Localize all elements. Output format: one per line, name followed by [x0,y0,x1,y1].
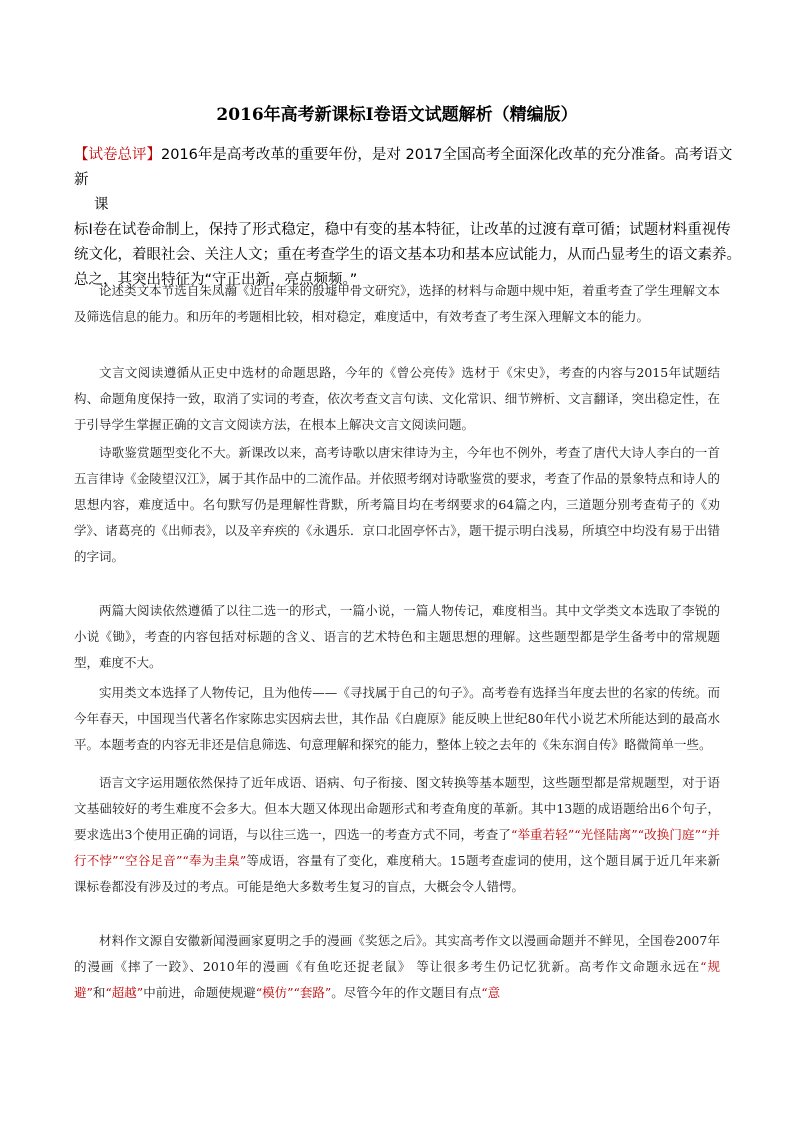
paragraph-classical-chinese: 文言文阅读遵循从正史中选材的命题思路，今年的《曾公亮传》选材于《宋史》，考查的内容与2015年试题结构、命题角度保持一致，取消了实词的考查，依次考查文言句读、文化常识、细节辨析、文言翻译，突出稳定性，在于引导学生掌握正确的文言文阅读方法，在根本上解决文言文阅读问题。 [74,365,720,432]
paragraph-language-use [74,770,720,900]
summary-line-1: 2016年是高考改革的重要年份，是对 2017全国高考全面深化改革的充分准备。高考语文新 [74,147,733,188]
paragraph-composition [74,928,720,1006]
summary-tag: 【试卷总评】 [74,147,161,163]
keyword-surpass: “超越” [105,985,144,1000]
summary-line-2: 课 [94,197,109,213]
composition-text-b: 和 [92,985,106,1000]
composition-text-c: 中前进，命题使规避 [143,985,256,1000]
paragraph-poetry: 诗歌鉴赏题型变化不大。新课改以来，高考诗歌以唐宋律诗为主，今年也不例外，考查了唐代大诗人李白的一首五言律诗《金陵望汉江》，属于其作品中的二流作品。并依照考纲对诗歌鉴赏的要求，考查了作品的景象特点和诗人的思想内容，难度适中。名句默写仍是理解性背默，所考篇目均在考纲要求的64篇之内，三道题分别考查荀子的《劝学》、诸葛亮的《出师表》，以及辛弃疾的《永遇乐．京口北固亭怀古》，题干提示明白浅易，所填空中均没有易于出错的字词。 [74,445,720,564]
keyword-imitate: “模仿”“套路” [255,985,332,1000]
keyword-avoid: “规避” [74,959,720,1000]
language-use-text-a: 语言文字运用题依然保持了近年成语、语病、句子衔接、图文转换等基本题型，这些题型都是常规题型，对于语文基础较好的考生难度不会多大。但本大题又体现出命题形式和考查角度的革新。其中13题的成语题给出6个句子，要求选出3个使用正确的词语，与以往三选一，四选一的考查方式不同，考查了 [74,775,720,842]
language-use-text-b: 等成语，容量有了变化，难度稍大。15题考查虚词的使用，这个题目属于近几年来新课标卷都没有涉及过的考点。可能是绝大多数考生复习的盲点，大概会令人错愕。 [74,853,720,894]
paragraph-practical-text: 实用类文本选择了人物传记，且为他传——《寻找属于自己的句子》。高考卷有选择当年度去世的名家的传统。而今年春天，中国现当代著名作家陈忠实因病去世，其作品《白鹿原》能反映上世纪80年代小说艺术所能达到的最高水平。本题考查的内容无非还是信息筛选、句意理解和探究的能力，整体上较之去年的《朱东润自传》略微简单一些。 [74,685,720,752]
composition-text-a: 材料作文源自安徽新闻漫画家夏明之手的漫画《奖惩之后》。其实高考作文以漫画命题并不鲜见，全国卷2007年的漫画《摔了一跤》、2010年的漫画《有鱼吃还捉老鼠》 等让很多考生仍记忆犹新。高考作文命题永远在 [74,933,720,974]
summary-rest: 标Ⅰ卷在试卷命制上，保持了形式稳定，稳中有变的基本特征，让改革的过渡有章可循；试题材料重视传统文化，着眼社会、关注人文；重在考查学生的语文基本功和基本应试能力，从而凸显考生的语文素养。总之，其突出特征为“守正出新，亮点频频。” [74,222,741,288]
exam-summary [74,143,744,293]
paragraph-argumentative: 论述类文本节选自朱凤瀚《近百年来的殷墟甲骨文研究》，选择的材料与命题中规中矩，着重考查了学生理解文本及筛选信息的能力。和历年的考题相比较，相对稳定，难度适中，有效考查了考生深入理解文本的能力。 [74,283,720,324]
composition-text-d: 。尽管今年的作文题目有点 [331,985,482,1000]
idiom-list: “举重若轻”“光怪陆离”“改换门庭”“并行不悖”“空谷足音”“奉为圭臬” [74,827,720,868]
page-title: 2016年高考新课标Ⅰ卷语文试题解析（精编版） [216,105,578,125]
keyword-meaning: “意 [481,985,501,1000]
paragraph-reading: 两篇大阅读依然遵循了以往二选一的形式，一篇小说，一篇人物传记，难度相当。其中文学类文本选取了李锐的小说《锄》，考查的内容包括对标题的含义、语言的艺术特色和主题思想的理解。这些题型都是学生备考中的常规题型，难度不大。 [74,603,720,670]
